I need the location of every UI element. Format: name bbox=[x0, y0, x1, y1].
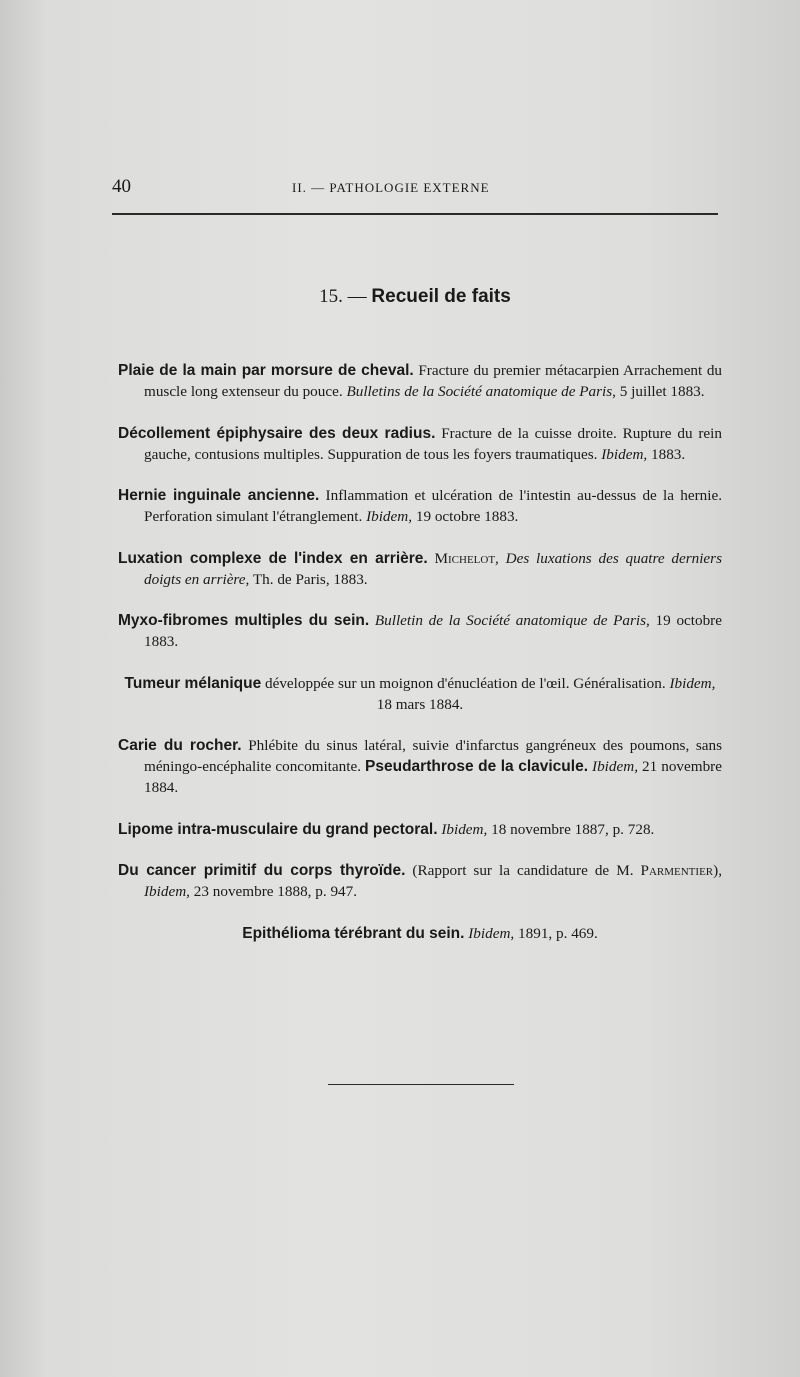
section-title-text: Recueil de faits bbox=[371, 286, 511, 307]
entry-text-tail: ), bbox=[713, 862, 722, 879]
entry-cancer-thyroide bbox=[118, 860, 722, 902]
entry-citation: Ibidem, bbox=[366, 508, 413, 525]
entry-citation: Bulletin de la Société anatomique de Paris, bbox=[369, 612, 650, 629]
entry-date: 19 octobre 1883. bbox=[144, 612, 722, 650]
entry-text: Fracture du premier métacarpien Arrachement du muscle long extenseur du pouce. bbox=[144, 362, 723, 400]
entry-date: Th. de Paris, 1883. bbox=[249, 570, 368, 588]
entry-heading: Carie du rocher. bbox=[118, 737, 242, 754]
entry-date: 18 novembre 1887, p. 728. bbox=[487, 820, 655, 838]
entry-date: 5 juillet 1883. bbox=[615, 383, 705, 400]
entry-heading: Hernie inguinale ancienne. bbox=[118, 487, 320, 504]
page-number: 40 bbox=[112, 176, 131, 197]
entry-citation: Ibidem, bbox=[588, 758, 638, 775]
entry-citation: Ibidem, bbox=[601, 445, 648, 463]
entry-text: Fracture de la cuisse droite. Rupture du rein gauche, contusions multiples. Suppuration de tous les foyers traumatiques. bbox=[144, 424, 722, 463]
entry-myxo-fibromes bbox=[118, 610, 722, 652]
entry-text: développée sur un moignon d'énucléation de l'œil. Généralisation. bbox=[261, 674, 670, 692]
entry-text: Phlébite du sinus latéral, suivie d'infarctus gangréneux des poumons, sans méningo-encéphalite concomitante. bbox=[144, 737, 723, 775]
entry-epithelioma bbox=[118, 923, 722, 944]
entry-date: 19 octobre 1883. bbox=[412, 508, 519, 525]
entry-date: 21 novembre 1884. bbox=[144, 758, 722, 796]
page-header bbox=[112, 176, 718, 200]
entry-heading: Tumeur mélanique bbox=[124, 674, 262, 692]
entry-date: 1891, p. 469. bbox=[514, 924, 598, 942]
section-number: 15. — bbox=[319, 286, 367, 307]
entry-date: 18 mars 1884. bbox=[376, 695, 464, 713]
entry-heading: Luxation complexe de l'index en arrière. bbox=[118, 549, 428, 567]
end-rule bbox=[328, 1084, 514, 1085]
entry-citation: Ibidem, bbox=[144, 883, 190, 900]
entry-date: 1883. bbox=[647, 445, 686, 463]
entry-heading: Lipome intra-musculaire du grand pectoral. bbox=[118, 820, 438, 838]
entry-lipome bbox=[118, 819, 722, 840]
entry-citation: Bulletins de la Société anatomique de Paris, bbox=[346, 383, 616, 400]
entry-hernie-inguinale bbox=[118, 485, 722, 527]
entry-heading-secondary: Pseudarthrose de la clavicule. bbox=[365, 758, 588, 775]
entry-citation: Ibidem, bbox=[669, 674, 716, 692]
entry-tumeur-melanique bbox=[118, 673, 722, 715]
entry-heading: Du cancer primitif du corps thyroïde. bbox=[118, 862, 406, 879]
entry-list bbox=[118, 360, 722, 964]
entry-carie-rocher bbox=[118, 735, 722, 798]
entry-heading: Décollement épiphysaire des deux radius. bbox=[118, 424, 436, 442]
entry-citation: Ibidem, bbox=[437, 820, 488, 838]
entry-heading: Epithélioma térébrant du sein. bbox=[242, 924, 465, 942]
entry-author: Michelot, bbox=[427, 549, 499, 567]
entry-citation: Des luxations des quatre derniers doigts en arrière, bbox=[144, 549, 722, 588]
entry-author: Parmentier bbox=[640, 862, 714, 879]
entry-luxation-index bbox=[118, 548, 722, 590]
header-rule bbox=[112, 213, 718, 215]
entry-heading: Plaie de la main par morsure de cheval. bbox=[118, 362, 414, 379]
running-head: II. — PATHOLOGIE EXTERNE bbox=[292, 180, 490, 195]
entry-citation: Ibidem, bbox=[464, 924, 515, 942]
entry-decollement-epiphysaire bbox=[118, 423, 722, 465]
entry-text: (Rapport sur la candidature de M. bbox=[405, 862, 641, 879]
entry-heading: Myxo-fibromes multiples du sein. bbox=[118, 612, 370, 629]
entry-text: Inflammation et ulcération de l'intestin au-dessus de la hernie. Perforation simulant l'étranglement. bbox=[144, 487, 722, 525]
entry-date: 23 novembre 1888, p. 947. bbox=[189, 883, 358, 900]
section-title bbox=[0, 286, 800, 308]
entry-morsure-cheval bbox=[118, 360, 722, 402]
